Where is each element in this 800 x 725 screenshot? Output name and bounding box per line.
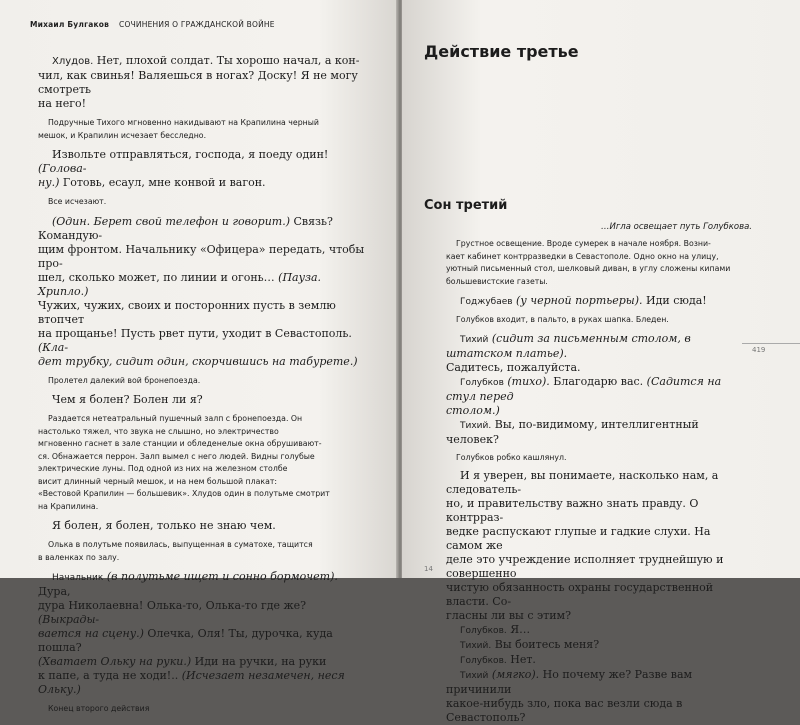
- speech-text: Готовь, есаул, мне конвой и вагон.: [59, 176, 266, 189]
- speech-line: [446, 332, 746, 361]
- speech-text: Вы, по-видимому, интеллигентный человек?: [446, 417, 699, 446]
- scene-heading: [424, 198, 507, 213]
- act-end-note: Конец второго действия: [48, 704, 150, 713]
- stage-direction: Все исчезают.: [48, 197, 107, 206]
- speech-line: [38, 327, 370, 355]
- speaker-name: Голубков: [460, 377, 504, 388]
- page-number-bottom: 14: [424, 565, 433, 573]
- stage-remark: (в полутьме ищет и сонно бормочет).: [103, 570, 338, 583]
- running-header: [30, 20, 275, 29]
- speaker-name: Голубков.: [460, 626, 507, 636]
- page-number-side: 419: [752, 346, 766, 354]
- stage-remark: (сидит за письменным столом, в штатском платье).: [446, 331, 691, 360]
- right-page: [402, 0, 800, 724]
- stage-direction: на Крапилина.: [38, 501, 99, 511]
- speech-text: Иди на ручки, на руки: [191, 655, 327, 668]
- speaker-name: Начальник: [52, 573, 104, 583]
- speech-text: Нет.: [506, 653, 536, 666]
- speech-text: Благодарю вас.: [549, 374, 647, 388]
- speech-line: [446, 375, 746, 404]
- stage-remark: (Исчезает незамечен, неся Ольку.): [38, 669, 345, 696]
- speech-text: шел, сколько может, по линии и огонь…: [38, 270, 279, 284]
- stage-direction: кает кабинет контрразведки в Севастополе. Одно окно на улицу,: [446, 251, 719, 261]
- right-text-column: [446, 238, 746, 725]
- act-title: Действие третье: [424, 42, 579, 61]
- stage-direction: Пролетел далекий вой бронепоезда.: [48, 375, 201, 385]
- speech-text: чистую обязанность охраны государственной власти. Со-: [446, 581, 714, 608]
- speech-text: чил, как свинья! Валяешься в ногах? Доску! Я не могу смотреть: [38, 69, 358, 96]
- stage-remark: дет трубку, сидит один, скорчившись на табурете.): [38, 354, 358, 368]
- speech-line: [38, 669, 370, 697]
- speech-text: щим фронтом. Начальнику «Офицера» передать, чтобы про-: [38, 242, 365, 270]
- stage-remark: (у черной портьеры).: [512, 294, 643, 307]
- speech-text: Дура,: [38, 585, 71, 598]
- speech-line: [446, 623, 746, 638]
- stage-direction: мгновенно гаснет в зале станции и обледенелые окна обрушивают-: [38, 439, 322, 448]
- speech-line: [38, 271, 370, 299]
- speech-text: Извольте отправляться, господа, я поеду один!: [52, 148, 329, 161]
- speech-text: Вы боитесь меня?: [491, 638, 600, 651]
- stage-remark: (Голова-: [38, 162, 87, 175]
- stage-remark: (Один. Берет свой телефон и говорит.): [52, 214, 291, 228]
- stage-remark: столом.): [446, 403, 500, 417]
- speech-line: [38, 599, 370, 627]
- act-heading: [424, 42, 579, 61]
- stage-remark: (Кла-: [38, 340, 69, 354]
- speaker-name: Тихий: [460, 671, 489, 681]
- speech-text: дура Николаевна! Олька-то, Олька-то где же?: [38, 599, 307, 612]
- speech-line: [38, 54, 370, 69]
- stage-direction: большевистские газеты.: [446, 276, 548, 286]
- stage-direction: Раздается нетеатральный пушечный залп с бронепоезда. Он: [48, 414, 303, 423]
- stage-direction: Голубков робко кашлянул.: [456, 452, 567, 462]
- speech-text: Иди сюда!: [642, 294, 707, 307]
- speech-text: Но почему же? Разве вам причинили: [446, 668, 693, 696]
- stage-direction: висит длинный черный мешок, и на нем большой плакат:: [38, 476, 278, 486]
- speech-line: [446, 653, 746, 668]
- speech-text: Чем я болен? Болен ли я?: [52, 393, 203, 406]
- stage-remark: (Хватает Ольку на руки.): [38, 655, 192, 668]
- epigraph: [552, 221, 752, 234]
- stage-direction: Голубков входит, в пальто, в руках шапка. Бледен.: [456, 315, 669, 324]
- speech-line: [446, 638, 746, 653]
- stage-remark: (Выкрады-: [38, 613, 100, 626]
- stage-direction: настолько тяжел, что звука не слышно, но электричество: [38, 426, 279, 436]
- speech-text: Нет, плохой солдат. Ты хорошо начал, а кон-: [93, 54, 360, 67]
- speech-text: деле это учреждение исполняет труднейшую и совершенно: [446, 553, 724, 580]
- speech-line: [38, 570, 370, 599]
- speech-text: к папе, а туда не ходи!..: [38, 669, 182, 682]
- speech-text: Я болен, я болен, только не знаю чем.: [52, 519, 276, 532]
- speech-text: какое-нибудь зло, пока вас везли сюда в Севастополь?: [446, 697, 683, 724]
- speech-text: но, и правительству важно знать правду. О контрраз-: [446, 497, 699, 524]
- speaker-name: Годжубаев: [460, 297, 513, 307]
- stage-direction: ся. Обнажается перрон. Залп вымел с него людей. Видны голубые: [38, 451, 315, 461]
- speech-text: Чужих, чужих, своих и посторонних пусть в землю втопчет: [38, 298, 336, 326]
- stage-direction: Олька в полутьме появилась, выпущенная в суматохе, тащится: [48, 540, 313, 549]
- stage-remark: вается на сцену.): [38, 627, 144, 640]
- speaker-name: Хлудов.: [52, 56, 94, 67]
- speech-line: [38, 215, 370, 243]
- speech-line: [446, 294, 746, 309]
- stage-remark: (Пауза. Хрипло.): [38, 270, 322, 298]
- header-author: Михаил Булгаков: [30, 20, 110, 29]
- speech-text: гласны ли вы с этим?: [446, 609, 572, 622]
- stage-remark: ну.): [38, 176, 60, 189]
- page-number-rule: [742, 343, 800, 344]
- speech-text: на прощанье! Пусть рвет пути, уходит в Севастополь.: [38, 326, 352, 340]
- speaker-name: Тихий.: [460, 420, 492, 431]
- left-text-column: [38, 54, 370, 716]
- speech-text: И я уверен, вы понимаете, насколько нам, а следователь-: [446, 469, 719, 496]
- speech-line: [38, 148, 370, 176]
- speech-line: [38, 655, 370, 669]
- speech-line: [38, 176, 370, 190]
- speaker-name: Тихий.: [460, 641, 492, 651]
- header-title: СОЧИНЕНИЯ О ГРАЖДАНСКОЙ ВОЙНЕ: [119, 20, 275, 29]
- stage-direction: Грустное освещение. Вроде сумерек в начале ноября. Возни-: [456, 239, 711, 248]
- stage-direction: уютный письменный стол, шелковый диван, в углу сложены кипами: [446, 264, 731, 273]
- speech-text: Олечка, Оля! Ты, дурочка, куда пошла?: [38, 627, 333, 654]
- epigraph-text: …Игла освещает путь Голубкова.: [600, 222, 752, 232]
- stage-direction: в валенках по залу.: [38, 552, 120, 562]
- stage-remark: (тихо).: [503, 374, 550, 388]
- speech-text: ведке распускают глупые и гадкие слухи. На самом же: [446, 525, 711, 552]
- stage-remark: (Садится на стул перед: [446, 374, 722, 403]
- speech-text: на него!: [38, 97, 87, 110]
- speech-text: Садитесь, пожалуйста.: [446, 360, 581, 374]
- left-page: [0, 0, 398, 713]
- stage-direction: «Вестовой Крапилин — большевик». Хлудов один в полутьме смотрит: [38, 489, 330, 498]
- stage-direction: электрические луны. Под одной из них на железном столбе: [38, 464, 288, 473]
- speech-text: Связь? Командую-: [38, 214, 333, 242]
- speech-text: Я…: [506, 623, 531, 636]
- speech-line: [38, 627, 370, 655]
- speaker-name: Тихий: [460, 334, 489, 345]
- stage-direction: мешок, и Крапилин исчезает бесследно.: [38, 130, 207, 140]
- speech-line: [446, 418, 746, 447]
- speaker-name: Голубков.: [460, 656, 507, 666]
- stage-direction: Подручные Тихого мгновенно накидывают на Крапилина черный: [48, 118, 319, 127]
- speech-line: [446, 668, 746, 697]
- stage-remark: (мягко).: [488, 668, 540, 681]
- dream-title: Сон третий: [424, 198, 508, 213]
